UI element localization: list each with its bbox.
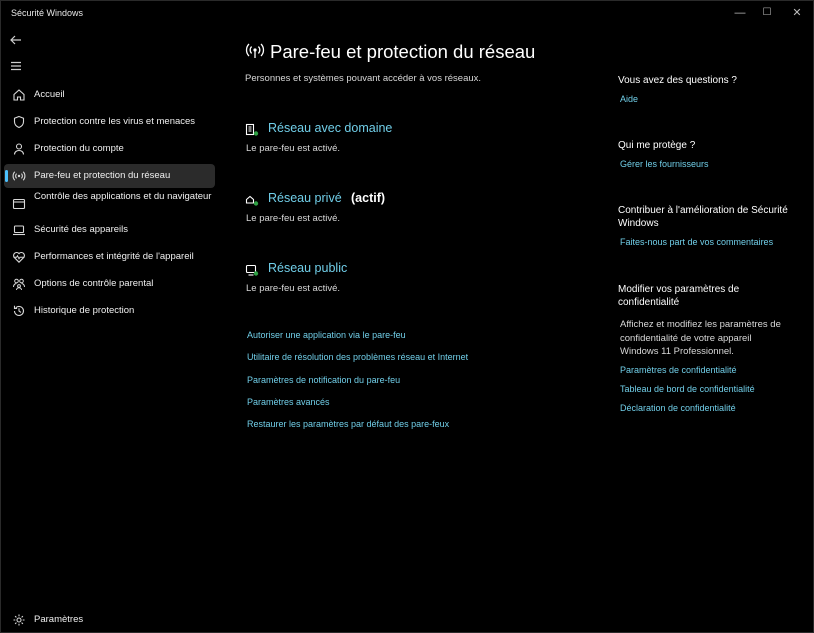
restore-defaults-link[interactable]: Restaurer les paramètres par défaut des pare-feux	[247, 419, 450, 429]
help-link[interactable]: Aide	[620, 94, 639, 104]
sidebar-item-label: Accueil	[34, 89, 65, 100]
sidebar-item-account-protection[interactable]	[4, 137, 215, 161]
privacy-description: Affichez et modifiez les paramètres de confidentialité de votre appareil Windows 11 Professionnel.	[620, 319, 781, 357]
family-icon	[12, 277, 26, 291]
sidebar-item-label: Pare-feu et protection du réseau	[34, 170, 171, 181]
app-title: Sécurité Windows	[11, 8, 84, 18]
sidebar-item-label: Historique de protection	[34, 305, 135, 316]
sidebar-item-label: Options de contrôle parental	[34, 278, 154, 289]
minimize-button[interactable]: —	[734, 7, 746, 19]
public-network-status: Le pare-feu est activé.	[246, 283, 340, 294]
laptop-icon	[12, 223, 26, 237]
sidebar	[1, 25, 221, 632]
person-icon	[12, 142, 26, 156]
sidebar-item-label: Paramètres	[34, 614, 84, 625]
sidebar-item-accueil[interactable]	[4, 83, 215, 107]
history-icon	[12, 304, 26, 318]
page-title: Pare-feu et protection du réseau	[270, 41, 536, 62]
domain-network-icon[interactable]	[245, 123, 259, 137]
who-protects-heading: Qui me protège ?	[618, 140, 696, 151]
privacy-settings-link[interactable]: Paramètres de confidentialité	[620, 365, 737, 375]
public-network-icon[interactable]	[245, 263, 259, 277]
firewall-notification-settings-link[interactable]: Paramètres de notification du pare-feu	[247, 375, 401, 385]
questions-heading: Vous avez des questions ?	[618, 75, 737, 86]
selection-indicator	[5, 170, 8, 182]
private-network-link[interactable]: Réseau privé	[268, 191, 342, 205]
feedback-link[interactable]: Faites-nous part de vos commentaires	[620, 237, 774, 247]
main-content	[225, 25, 605, 625]
domain-network-status: Le pare-feu est activé.	[246, 143, 340, 154]
back-arrow-icon[interactable]	[9, 33, 27, 49]
maximize-button[interactable]: ☐	[762, 7, 772, 18]
sidebar-item-device-security[interactable]	[4, 218, 215, 242]
manage-providers-link[interactable]: Gérer les fournisseurs	[620, 159, 709, 169]
privacy-dashboard-link[interactable]: Tableau de bord de confidentialité	[620, 384, 755, 394]
sidebar-item-parental-controls[interactable]	[4, 272, 215, 296]
domain-network-link[interactable]: Réseau avec domaine	[268, 121, 393, 135]
page-subtitle: Personnes et systèmes pouvant accéder à vos réseaux.	[245, 73, 482, 84]
close-button[interactable]: ✕	[792, 7, 802, 19]
wifi-antenna-icon	[245, 42, 265, 60]
right-panel	[618, 25, 798, 625]
sidebar-item-label: Sécurité des appareils	[34, 224, 128, 235]
allow-app-firewall-link[interactable]: Autoriser une application via le pare-feu	[247, 330, 406, 340]
title-bar	[1, 1, 813, 25]
home-icon	[12, 88, 26, 102]
sidebar-item-device-performance[interactable]	[4, 245, 215, 269]
sidebar-item-label: Contrôle des applications et du navigateur	[34, 191, 212, 202]
advanced-settings-link[interactable]: Paramètres avancés	[247, 397, 330, 407]
wifi-antenna-icon	[12, 169, 26, 183]
heart-pulse-icon	[12, 250, 26, 264]
private-network-status: Le pare-feu est activé.	[246, 213, 340, 224]
sidebar-item-protection-history[interactable]	[4, 299, 215, 323]
browser-window-icon	[12, 197, 26, 211]
active-network-label: (actif)	[351, 191, 386, 205]
sidebar-item-virus-protection[interactable]	[4, 110, 215, 134]
sidebar-item-label: Performances et intégrité de l'appareil	[34, 251, 194, 262]
network-troubleshooter-link[interactable]: Utilitaire de résolution des problèmes réseau et Internet	[247, 352, 469, 362]
private-network-icon[interactable]	[245, 193, 259, 207]
gear-icon	[12, 613, 26, 627]
sidebar-item-settings[interactable]	[4, 608, 215, 630]
improve-heading: Contribuer à l'amélioration de Sécurité Windows	[618, 205, 788, 229]
sidebar-item-label: Protection du compte	[34, 143, 124, 154]
privacy-heading: Modifier vos paramètres de confidentialité	[618, 284, 740, 308]
shield-icon	[12, 115, 26, 129]
sidebar-item-app-browser-control[interactable]	[4, 191, 215, 215]
privacy-statement-link[interactable]: Déclaration de confidentialité	[620, 403, 736, 413]
sidebar-item-firewall[interactable]	[4, 164, 215, 188]
sidebar-item-label: Protection contre les virus et menaces	[34, 116, 196, 127]
hamburger-menu-icon[interactable]	[9, 59, 27, 75]
public-network-link[interactable]: Réseau public	[268, 261, 348, 275]
